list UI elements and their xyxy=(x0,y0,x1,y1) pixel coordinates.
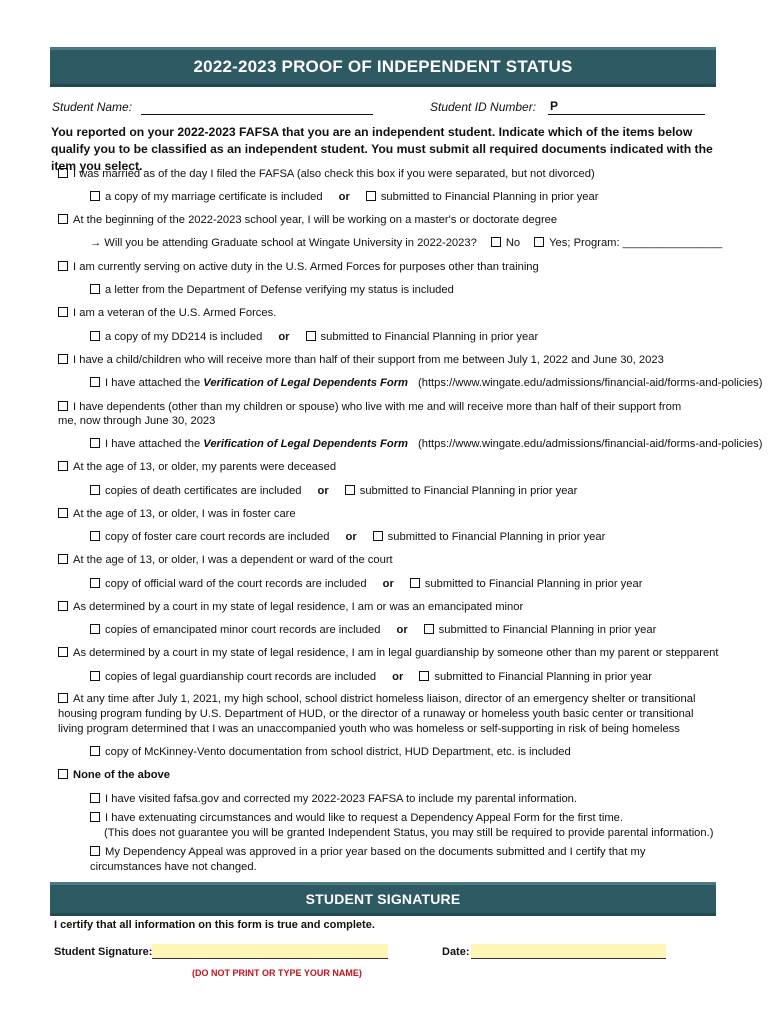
item-label: submitted to Financial Planning in prior year xyxy=(438,624,657,636)
checkbox[interactable] xyxy=(90,284,100,294)
item-label: As determined by a court in my state of legal residence, I am or was an emancipated minor xyxy=(73,601,524,613)
item-label: a copy of my DD214 is included xyxy=(105,331,263,343)
checkbox[interactable] xyxy=(58,461,68,471)
checkbox[interactable] xyxy=(58,401,68,411)
or-label: or xyxy=(317,485,329,497)
item-guardianship-sub[interactable] xyxy=(90,670,652,684)
student-id-label: Student ID Number: xyxy=(430,100,537,114)
form-url: (https://www.wingate.edu/admissions/financial-aid/forms-and-policies) xyxy=(418,377,763,389)
item-label: I was married as of the day I filed the FAFSA (also check this box if you were separated, but not divorced) xyxy=(73,168,595,180)
item-label: I am a veteran of the U.S. Armed Forces. xyxy=(73,307,277,319)
checkbox[interactable] xyxy=(90,531,100,541)
item-label: None of the above xyxy=(73,769,170,781)
checkbox[interactable] xyxy=(58,554,68,564)
item-label: I am currently serving on active duty in the U.S. Armed Forces for purposes other than training xyxy=(73,261,539,273)
checkbox[interactable] xyxy=(345,485,355,495)
item-ward[interactable] xyxy=(58,553,393,567)
item-emancipated-sub[interactable] xyxy=(90,623,656,637)
item-label: submitted to Financial Planning in prior year xyxy=(359,485,578,497)
item-label: No xyxy=(505,237,521,249)
item-label: I have extenuating circumstances and would like to request a Dependency Appeal Form for the first time. xyxy=(105,812,624,824)
item-label: At the age of 13, or older, I was a dependent or ward of the court xyxy=(73,554,393,566)
item-homeless[interactable] xyxy=(58,692,703,737)
item-label: I have a child/children who will receive more than half of their support from me between July 1, 2022 and June 30, 2023 xyxy=(73,354,664,366)
checkbox[interactable] xyxy=(90,578,100,588)
checkbox[interactable] xyxy=(90,485,100,495)
item-veteran[interactable] xyxy=(58,306,276,320)
checkbox[interactable] xyxy=(90,624,100,634)
checkbox[interactable] xyxy=(90,812,100,822)
item-label: a letter from the Department of Defense verifying my status is included xyxy=(105,284,454,296)
checkbox[interactable] xyxy=(58,168,68,178)
item-label: My Dependency Appeal was approved in a prior year based on the documents submitted and I certify that my circumstances have not changed. xyxy=(90,846,646,873)
item-married-sub[interactable] xyxy=(90,190,598,204)
checkbox[interactable] xyxy=(419,671,429,681)
item-label: Yes; Program: ________________ xyxy=(549,237,723,249)
item-label: copy of McKinney-Vento documentation from school district, HUD Department, etc. is included xyxy=(105,746,571,758)
signature-field[interactable] xyxy=(152,944,388,959)
item-label: → Will you be attending Graduate school at Wingate University in 2022-2023? xyxy=(90,237,477,249)
item-label: I have attached the xyxy=(105,438,201,450)
or-label: or xyxy=(392,671,404,683)
checkbox[interactable] xyxy=(90,793,100,803)
item-label: I have dependents (other than my children or spouse) who live with me and will receive more than half of their support from me, now through June 30, 2023 xyxy=(58,401,682,427)
checkbox[interactable] xyxy=(90,671,100,681)
checkbox[interactable] xyxy=(90,377,100,387)
item-label: copy of foster care court records are included xyxy=(105,531,330,543)
item-grad[interactable] xyxy=(58,213,557,227)
item-veteran-sub[interactable] xyxy=(90,330,538,344)
page-title: 2022-2023 PROOF OF INDEPENDENT STATUS xyxy=(50,47,716,87)
date-field[interactable] xyxy=(471,944,666,959)
item-label: submitted to Financial Planning in prior year xyxy=(424,578,643,590)
or-label: or xyxy=(396,624,408,636)
or-label: or xyxy=(338,191,350,203)
form-url: (https://www.wingate.edu/admissions/financial-aid/forms-and-policies) xyxy=(418,438,763,450)
item-married[interactable] xyxy=(58,167,595,181)
student-id-prefix: P xyxy=(550,99,559,113)
item-guardianship[interactable] xyxy=(58,646,719,660)
item-label: submitted to Financial Planning in prior year xyxy=(387,531,606,543)
item-none-sub3[interactable] xyxy=(90,845,702,875)
item-child-sub[interactable] xyxy=(90,376,762,390)
item-label: At the age of 13, or older, I was in foster care xyxy=(73,508,296,520)
item-child[interactable] xyxy=(58,353,664,367)
checkbox[interactable] xyxy=(90,191,100,201)
date-label: Date: xyxy=(442,946,470,958)
student-id-field[interactable] xyxy=(548,114,705,115)
item-label: copies of death certificates are included xyxy=(105,485,302,497)
item-label: I have attached the xyxy=(105,377,201,389)
checkbox[interactable] xyxy=(373,531,383,541)
item-homeless-sub[interactable] xyxy=(90,745,571,759)
item-active-duty-sub[interactable] xyxy=(90,283,454,297)
checkbox[interactable] xyxy=(90,331,100,341)
item-grad-sub xyxy=(90,236,722,250)
checkbox[interactable] xyxy=(58,354,68,364)
or-label: or xyxy=(345,531,357,543)
checkbox[interactable] xyxy=(58,769,68,779)
student-name-field[interactable] xyxy=(141,114,373,115)
certify-text: I certify that all information on this form is true and complete. xyxy=(54,919,375,931)
item-ward-sub[interactable] xyxy=(90,577,642,591)
item-emancipated[interactable] xyxy=(58,600,523,614)
checkbox[interactable] xyxy=(58,508,68,518)
checkbox[interactable] xyxy=(424,624,434,634)
signature-label: Student Signature: xyxy=(54,946,153,958)
item-label: copies of emancipated minor court records are included xyxy=(105,624,381,636)
checkbox[interactable] xyxy=(58,307,68,317)
item-none-sub2[interactable] xyxy=(90,811,623,825)
checkbox[interactable] xyxy=(491,237,501,247)
form-name: Verification of Legal Dependents Form xyxy=(203,438,408,450)
signature-section-title: STUDENT SIGNATURE xyxy=(50,882,716,916)
item-dependents-sub[interactable] xyxy=(90,437,762,451)
item-label: I have visited fafsa.gov and corrected my 2022-2023 FAFSA to include my parental information. xyxy=(105,793,577,805)
item-none-sub2-note: (This does not guarantee you will be granted Independent Status, you may still be required to provide parental information.) xyxy=(104,827,714,839)
item-foster[interactable] xyxy=(58,507,296,521)
item-deceased-sub[interactable] xyxy=(90,484,577,498)
item-dependents[interactable] xyxy=(58,400,698,428)
checkbox[interactable] xyxy=(58,214,68,224)
item-deceased[interactable] xyxy=(58,460,336,474)
checkbox[interactable] xyxy=(90,846,100,856)
intro-text: You reported on your 2022-2023 FAFSA that you are an independent student. Indicate which of the items below qualify you to be classified as an independent student. You must submit all required documents indicated with the item you select. xyxy=(51,125,713,173)
or-label: or xyxy=(278,331,290,343)
or-label: or xyxy=(382,578,394,590)
checkbox[interactable] xyxy=(410,578,420,588)
item-label: copies of legal guardianship court records are included xyxy=(105,671,377,683)
item-label: submitted to Financial Planning in prior year xyxy=(434,671,652,683)
checkbox[interactable] xyxy=(90,438,100,448)
checkbox[interactable] xyxy=(90,746,100,756)
checkbox[interactable] xyxy=(366,191,376,201)
item-label: copy of official ward of the court records are included xyxy=(105,578,367,590)
item-none[interactable] xyxy=(58,768,170,782)
item-none-sub1[interactable] xyxy=(90,792,577,806)
checkbox[interactable] xyxy=(58,261,68,271)
item-label: submitted to Financial Planning in prior year xyxy=(380,191,599,203)
checkbox[interactable] xyxy=(306,331,316,341)
item-label: As determined by a court in my state of legal residence, I am in legal guardianship by someone other than my parent or stepparent xyxy=(73,647,719,659)
student-name-label: Student Name: xyxy=(52,100,133,114)
checkbox[interactable] xyxy=(58,647,68,657)
checkbox[interactable] xyxy=(58,601,68,611)
item-active-duty[interactable] xyxy=(58,260,539,274)
form-name: Verification of Legal Dependents Form xyxy=(203,377,408,389)
item-label: a copy of my marriage certificate is included xyxy=(105,191,323,203)
no-print-note: (DO NOT PRINT OR TYPE YOUR NAME) xyxy=(192,968,362,978)
item-label: submitted to Financial Planning in prior year xyxy=(320,331,539,343)
item-label: At the beginning of the 2022-2023 school year, I will be working on a master's or doctorate degree xyxy=(73,214,558,226)
checkbox[interactable] xyxy=(534,237,544,247)
item-label: At any time after July 1, 2021, my high school, school district homeless liaison, director of an emergency shelter or transitional housing program funding by U.S. Department of HUD, or the director of a runaway or homeless youth basic center or transitional living program determined that I was an unaccompanied youth who was homeless or self-supporting in risk of being homeless xyxy=(58,693,696,735)
item-foster-sub[interactable] xyxy=(90,530,605,544)
item-label: At the age of 13, or older, my parents were deceased xyxy=(73,461,337,473)
checkbox[interactable] xyxy=(58,693,68,703)
